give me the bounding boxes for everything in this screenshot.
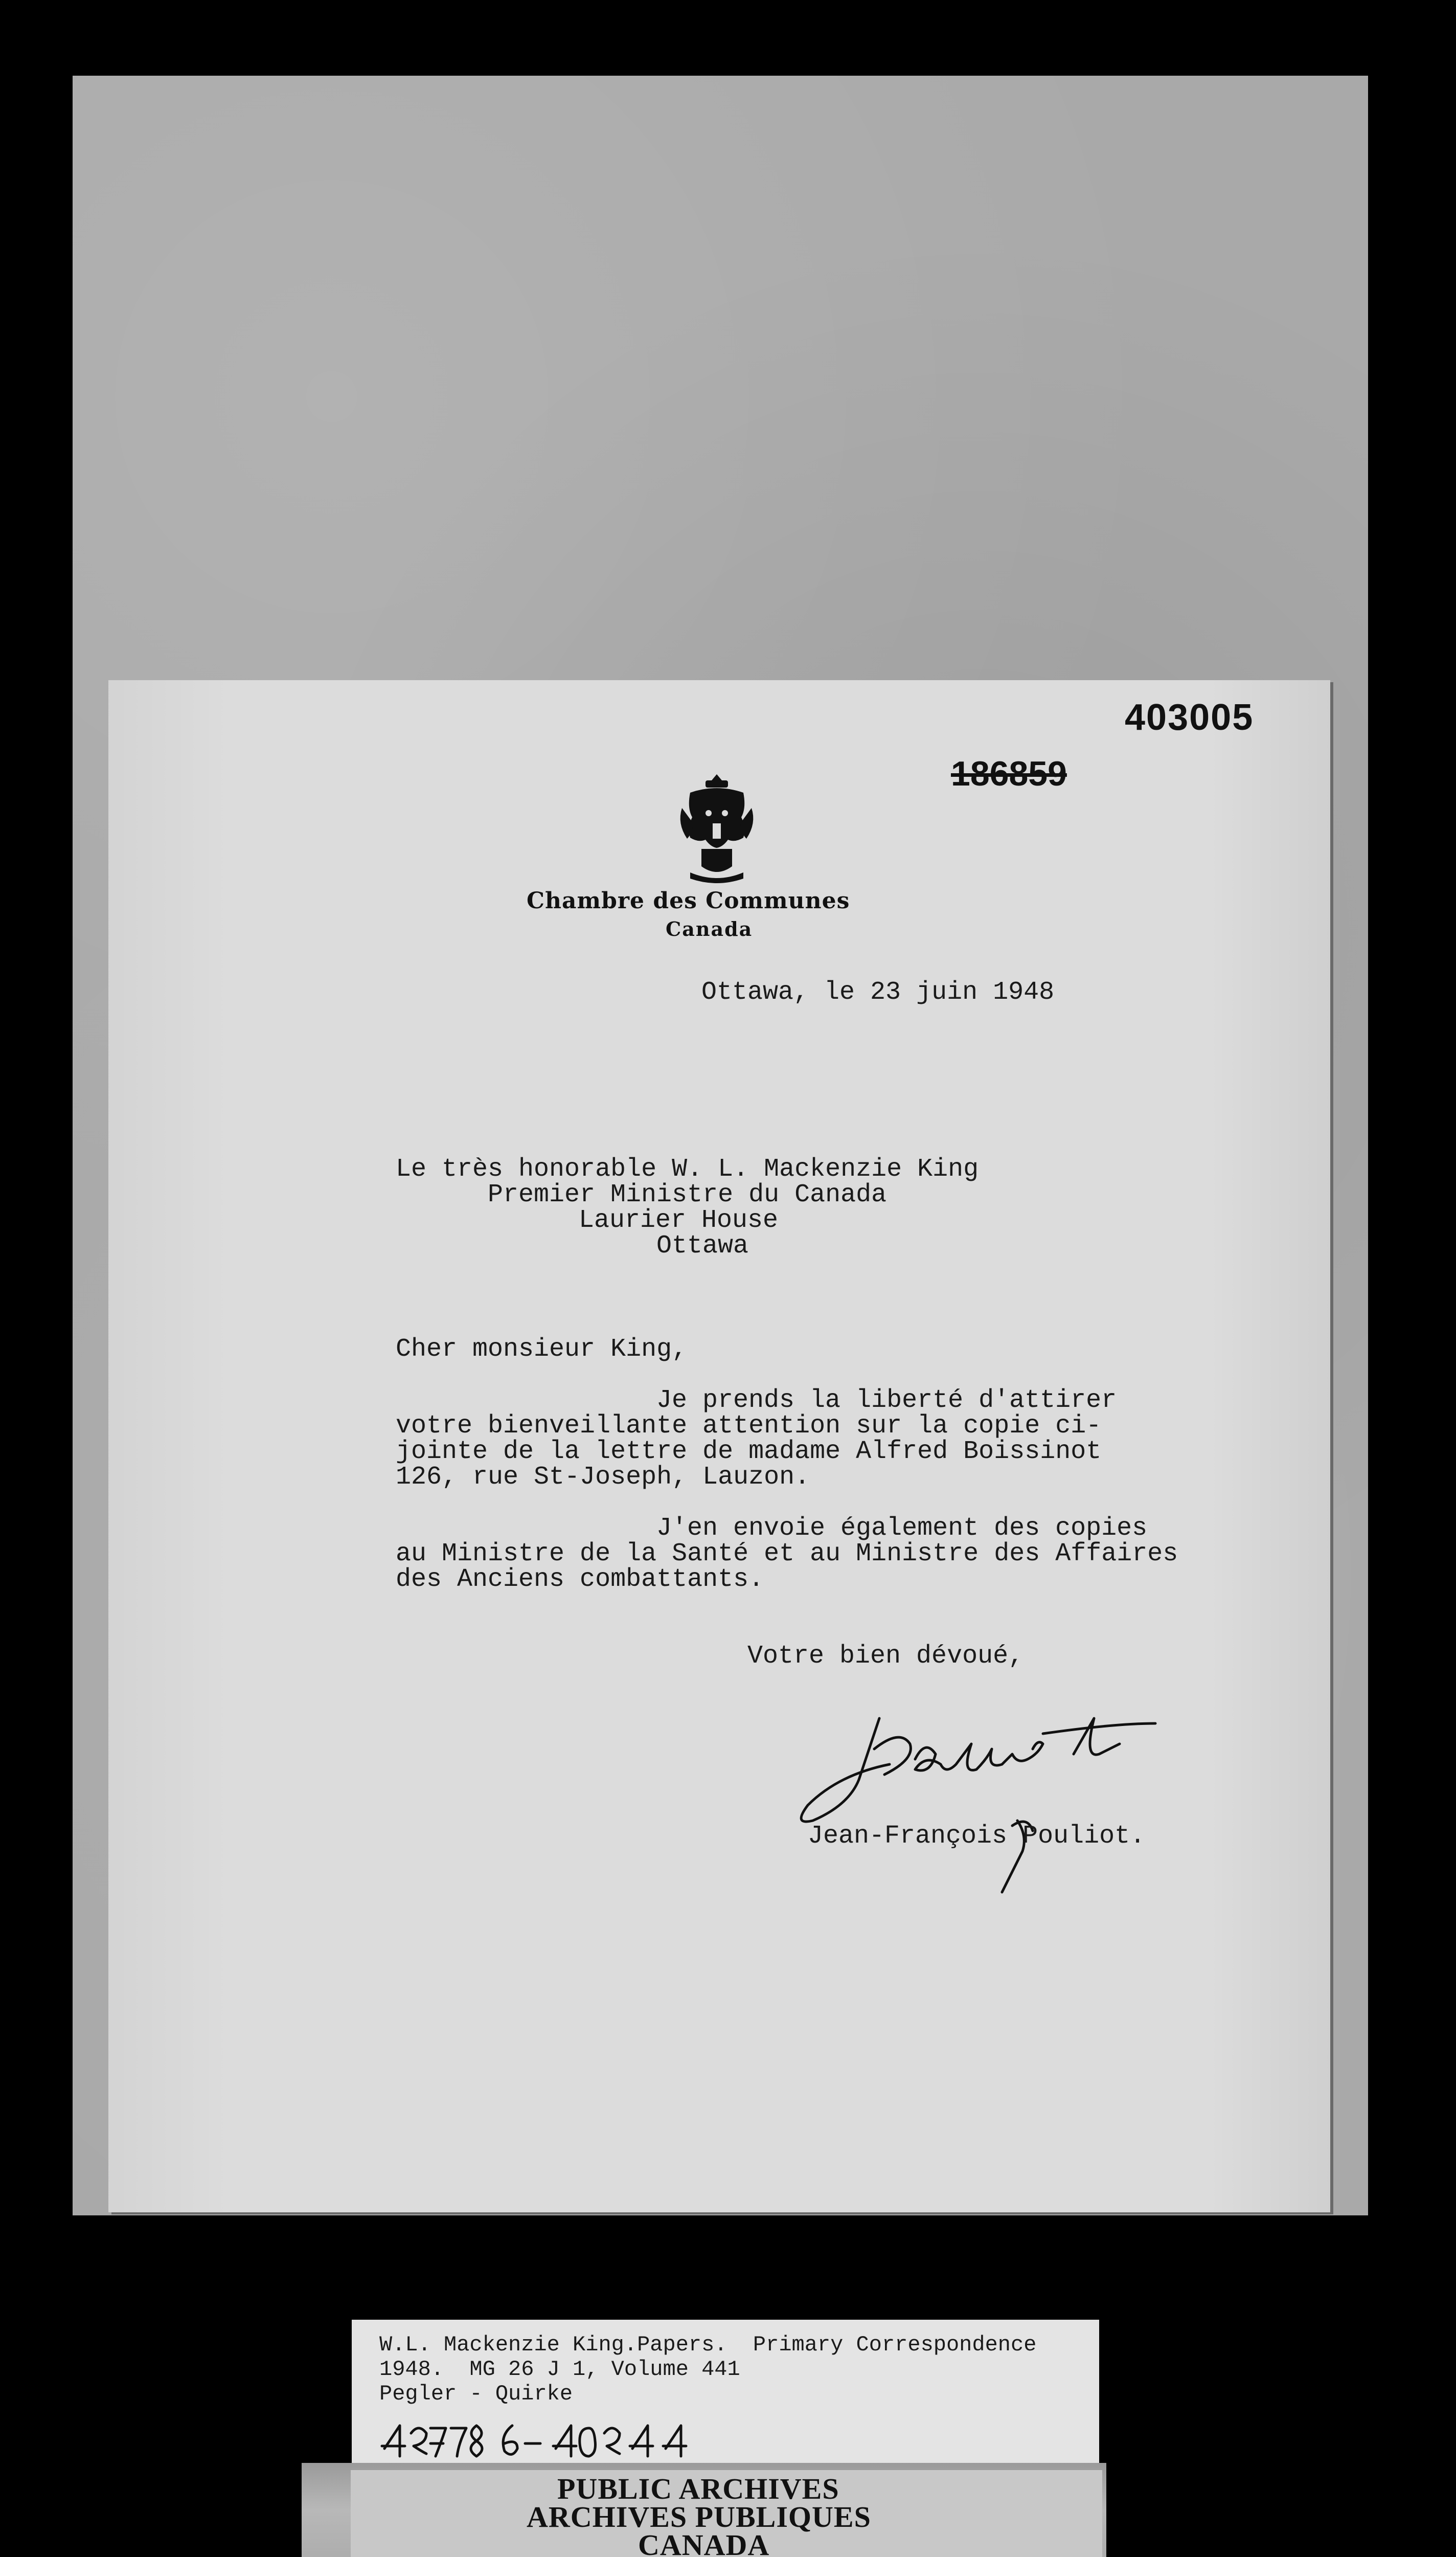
stamp-line: CANADA: [638, 2528, 770, 2557]
body-line: J'en envoie également des copies: [656, 1514, 1148, 1543]
body-line: des Anciens combattants.: [396, 1565, 764, 1594]
label-line: W.L. Mackenzie King.Papers. Primary Correspondence: [379, 2332, 1037, 2357]
canada-coat-of-arms-icon: [675, 772, 759, 885]
handwritten-signature: [787, 1703, 1176, 1897]
date-line: Ottawa, le 23 juin 1948: [701, 978, 1055, 1007]
stamp-line: PUBLIC ARCHIVES: [557, 2472, 839, 2505]
address-line: Premier Ministre du Canada: [488, 1180, 887, 1209]
address-line: Laurier House: [579, 1206, 779, 1235]
letterhead-title: Chambre des Communes: [527, 888, 850, 914]
signature-name: Jean-François Pouliot.: [808, 1822, 1146, 1851]
body-line: votre bienveillante attention sur la copie ci-: [396, 1411, 1102, 1441]
body-line: 126, rue St-Joseph, Lauzon.: [396, 1463, 810, 1492]
label-line: 1948. MG 26 J 1, Volume 441: [379, 2357, 740, 2382]
salutation: Cher monsieur King,: [396, 1335, 688, 1364]
body-line: Je prends la liberté d'attirer: [656, 1386, 1117, 1415]
letterhead-subtitle: Canada: [666, 917, 753, 940]
address-line: Le très honorable W. L. Mackenzie King: [396, 1155, 979, 1184]
closing: Votre bien dévoué,: [747, 1642, 1024, 1671]
label-line: Pegler - Quirke: [379, 2382, 573, 2406]
body-line: au Ministre de la Santé et au Ministre des Affaires: [396, 1539, 1178, 1568]
body-line: jointe de la lettre de madame Alfred Boissinot: [396, 1437, 1102, 1466]
struck-archive-number: 186859: [951, 754, 1067, 793]
address-line: Ottawa: [656, 1231, 749, 1261]
handwritten-range: [379, 2418, 707, 2464]
archive-number: 403005: [1125, 697, 1254, 738]
stamp-line: ARCHIVES PUBLIQUES: [527, 2500, 871, 2533]
